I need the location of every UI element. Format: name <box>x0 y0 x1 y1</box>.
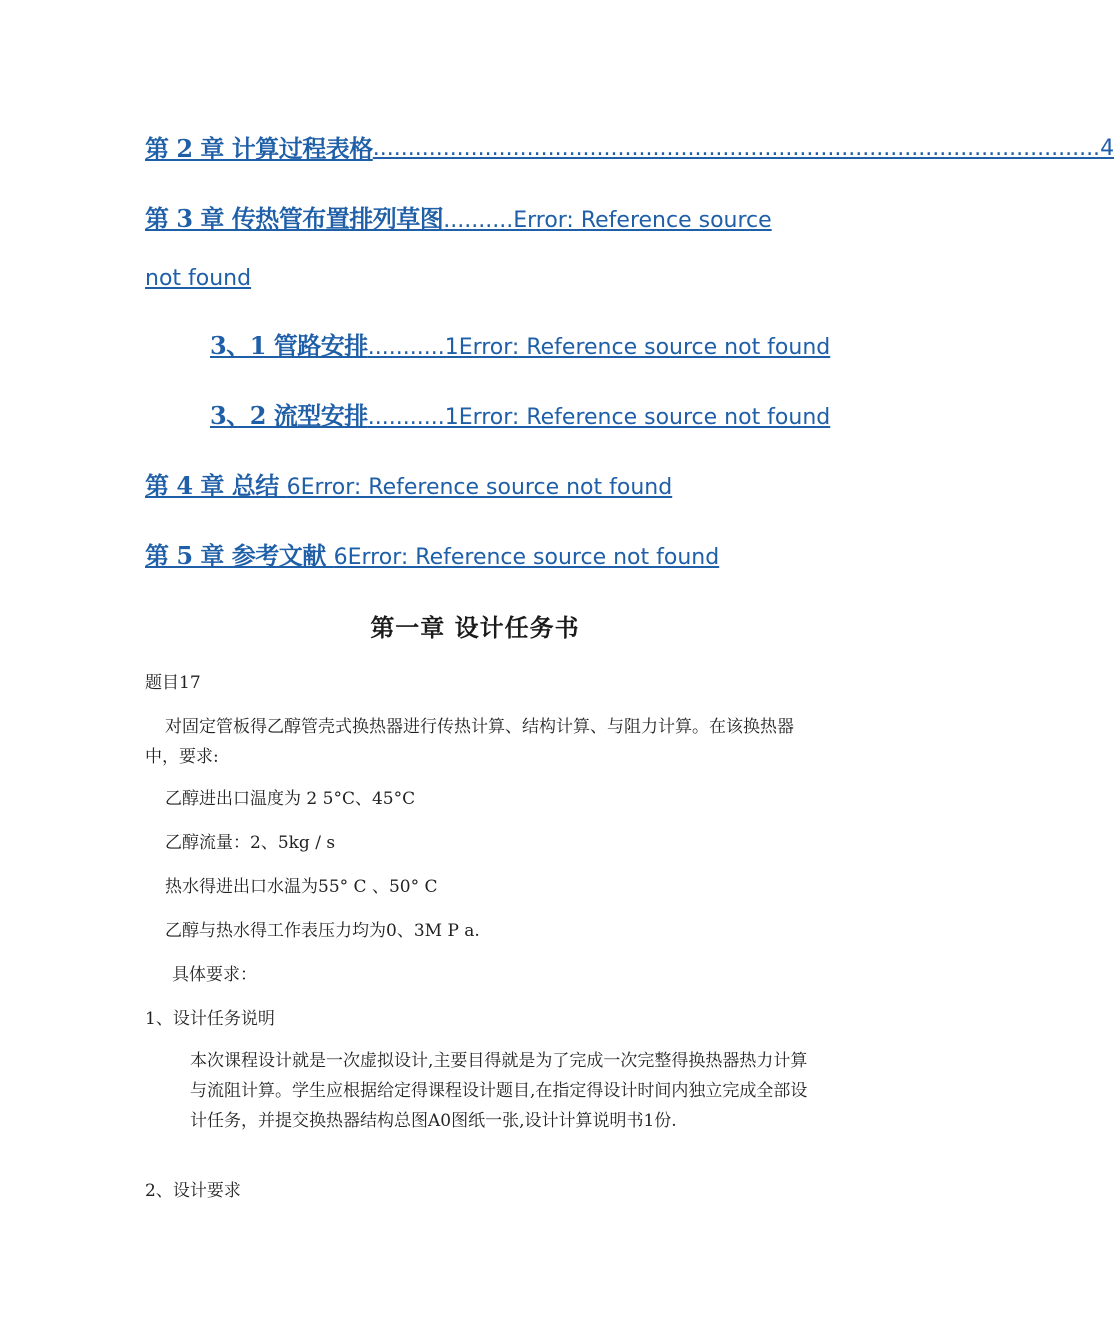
toc-entry-section-3-2[interactable] <box>210 388 831 446</box>
requirement-temperature: 乙醇进出口温度为 2 5°C、45°C <box>165 789 416 809</box>
toc-entry-title: 3、1 管路安排 <box>210 331 368 360</box>
toc-entry-error: ..........Error: Reference source not found <box>145 208 772 291</box>
toc-entry-error: 6Error: Reference source not found <box>286 475 673 500</box>
toc-entry-error: ...........1Error: Reference source not found <box>367 335 831 360</box>
requirement-water-temp: 热水得进出口水温为55° C 、50° C <box>165 877 438 897</box>
chapter-heading: 第一章 设计任务书 <box>370 614 580 642</box>
item-1-paragraph: 本次课程设计就是一次虚拟设计,主要目得就是为了完成一次完整得换热器热力计算与流阻计算。学生应根据给定得课程设计题目,在指定得设计时间内独立完成全部设计任务，并提交换热器结构总图A0图纸一张,设计计算说明书1份. <box>190 1051 808 1131</box>
toc-entry-chapter-2[interactable] <box>145 121 1114 177</box>
toc-entry-section-3-1[interactable] <box>210 318 831 376</box>
item-2-heading: 2、设计要求 <box>145 1181 241 1201</box>
toc-entry-chapter-5[interactable] <box>145 528 807 586</box>
toc-entry-title: 第 2 章 计算过程表格 <box>145 134 373 163</box>
item-1-heading: 1、设计任务说明 <box>145 1009 275 1029</box>
specific-requirements-label: 具体要求： <box>172 965 257 985</box>
toc-entry-chapter-4[interactable] <box>145 458 807 516</box>
toc-page-number: 4 <box>1100 136 1114 161</box>
toc-entry-title: 第 4 章 总结 <box>145 471 287 500</box>
toc-entry-chapter-3[interactable] <box>145 191 807 307</box>
toc-leader-dots: ........................................................................................................ <box>372 136 1101 161</box>
requirement-flow: 乙醇流量：2、5kg / s <box>165 833 336 853</box>
toc-entry-title: 第 3 章 传热管布置排列草图 <box>145 204 444 233</box>
requirement-pressure: 乙醇与热水得工作表压力均为0、3M P a. <box>165 921 480 941</box>
toc-entry-error: ...........1Error: Reference source not found <box>367 405 831 430</box>
toc-entry-title: 3、2 流型安排 <box>210 401 368 430</box>
topic-line: 题目17 <box>145 673 201 693</box>
toc-entry-error: 6Error: Reference source not found <box>333 545 720 570</box>
toc-entry-title: 第 5 章 参考文献 <box>145 541 334 570</box>
intro-paragraph: 对固定管板得乙醇管壳式换热器进行传热计算、结构计算、与阻力计算。在该换热器中，要求: <box>145 717 794 767</box>
